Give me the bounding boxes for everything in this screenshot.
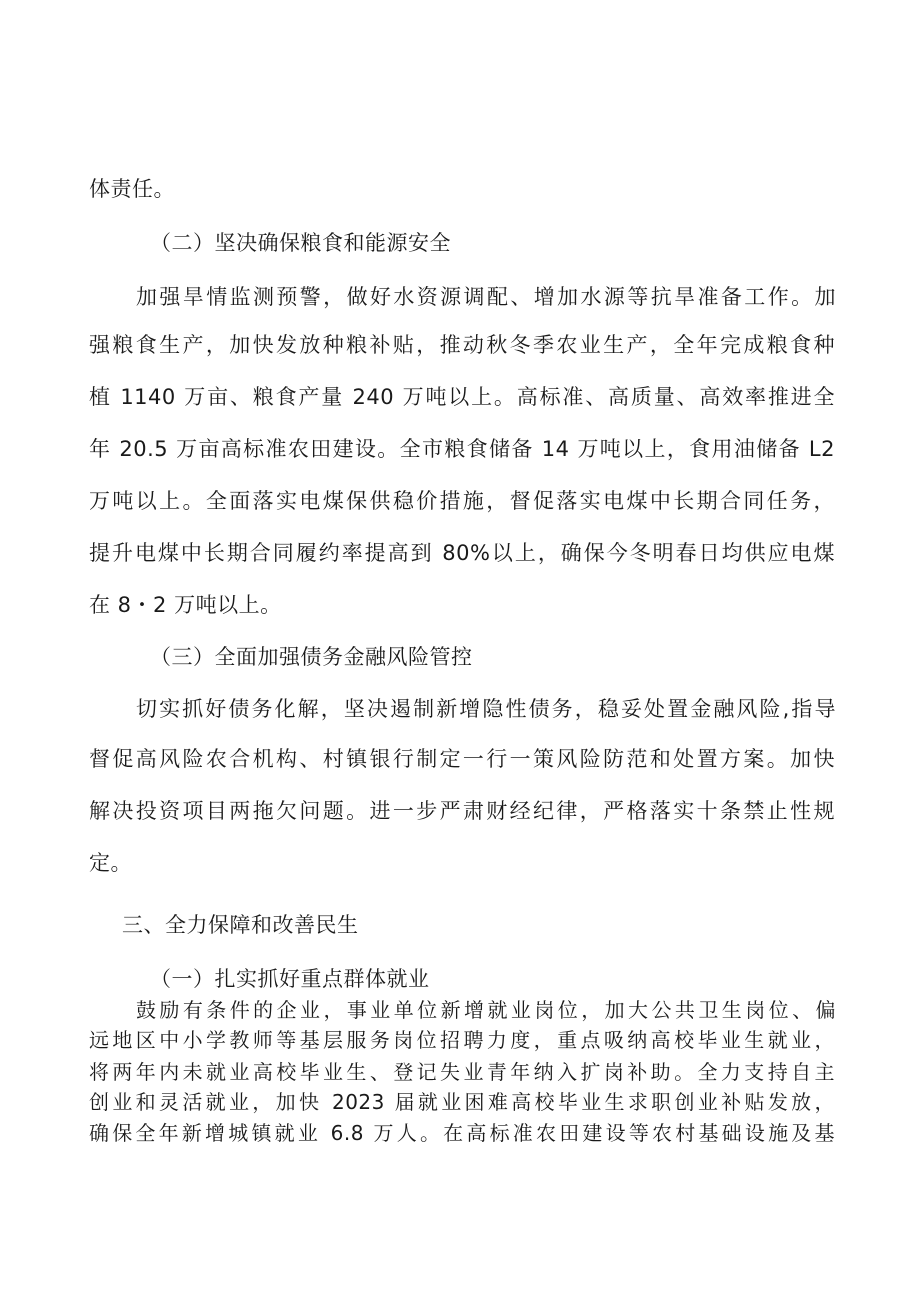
section-heading-3: （三）全面加强债务金融风险管控 [150, 645, 473, 669]
paragraph-line: 强粮食生产，加快发放种粮补贴，推动秋冬季农业生产，全年完成粮食种 [89, 333, 835, 357]
paragraph-line: 创业和灵活就业，加快 2023 届就业困难高校毕业生求职创业补贴发放， [89, 1090, 835, 1114]
paragraph-line: 植 1140 万亩、粮食产量 240 万吨以上。高标准、高质量、高效率推进全 [89, 385, 835, 409]
paragraph-line: 在 8・2 万吨以上。 [89, 593, 282, 617]
paragraph-line: 远地区中小学教师等基层服务岗位招聘力度，重点吸纳高校毕业生就业， [89, 1028, 835, 1052]
paragraph-line: 加强旱情监测预警，做好水资源调配、增加水源等抗旱准备工作。加 [136, 285, 836, 309]
paragraph-line: 解决投资项目两拖欠问题。进一步严肃财经纪律，严格落实十条禁止性规 [89, 799, 835, 823]
paragraph-line: 万吨以上。全面落实电煤保供稳价措施，督促落实电煤中长期合同任务， [89, 489, 835, 513]
section-heading-1: （一）扎实抓好重点群体就业 [150, 967, 430, 991]
paragraph-line: 将两年内未就业高校毕业生、登记失业青年纳入扩岗补助。全力支持自主 [89, 1060, 835, 1084]
paragraph-line: 定。 [89, 851, 132, 875]
paragraph-line: 确保全年新增城镇就业 6.8 万人。在高标准农田建设等农村基础设施及基 [89, 1121, 835, 1145]
paragraph-line: 体责任。 [89, 177, 175, 201]
paragraph-line: 切实抓好债务化解，坚决遏制新增隐性债务，稳妥处置金融风险,指导 [136, 697, 836, 721]
section-heading-2: （二）坚决确保粮食和能源安全 [150, 231, 451, 255]
paragraph-line: 鼓励有条件的企业，事业单位新增就业岗位，加大公共卫生岗位、偏 [136, 998, 836, 1022]
paragraph-line: 提升电煤中长期合同履约率提高到 80%以上，确保今冬明春日均供应电煤 [89, 541, 835, 565]
paragraph-line: 督促高风险农合机构、村镇银行制定一行一策风险防范和处置方案。加快 [89, 747, 835, 771]
paragraph-line: 年 20.5 万亩高标准农田建设。全市粮食储备 14 万吨以上，食用油储备 L2 [89, 437, 835, 461]
chapter-heading: 三、全力保障和改善民生 [122, 913, 359, 937]
